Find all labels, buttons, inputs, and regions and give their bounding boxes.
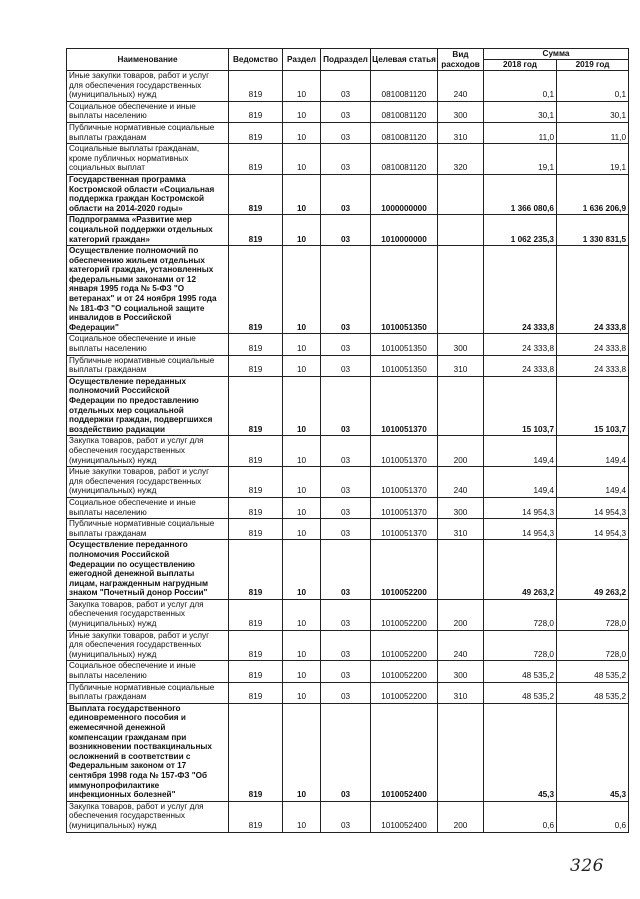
table-cell-name: Социальное обеспечение и иные выплаты населению [67,497,229,518]
table-cell-2019: 19,1 [557,144,629,175]
table-cell-2019: 14 954,3 [557,497,629,518]
table-cell-subsection: 03 [321,630,371,661]
header-subsection: Подраздел [321,49,371,71]
table-cell-type: 240 [438,71,484,102]
table-cell-dept: 819 [229,71,283,102]
table-cell-dept: 819 [229,376,283,436]
table-cell-2018: 149,4 [484,467,557,498]
table-row [67,436,629,467]
table-cell-subsection: 03 [321,703,371,801]
table-cell-2019: 49 263,2 [557,540,629,600]
table-cell-section: 10 [283,334,321,355]
table-cell-subsection: 03 [321,71,371,102]
table-row [67,630,629,661]
table-cell-2019: 14 954,3 [557,519,629,540]
table-cell-target: 0810081120 [371,122,438,143]
table-cell-dept: 819 [229,661,283,682]
table-cell-section: 10 [283,630,321,661]
header-type: Вид расходов [438,49,484,71]
table-cell-dept: 819 [229,630,283,661]
table-cell-target: 1010052200 [371,661,438,682]
table-cell-dept: 819 [229,246,283,334]
table-cell-subsection: 03 [321,122,371,143]
table-cell-2019: 149,4 [557,436,629,467]
table-cell-2018: 48 535,2 [484,661,557,682]
table-cell-2019: 0,6 [557,801,629,832]
table-cell-target: 0810081120 [371,101,438,122]
table-cell-name: Выплата государственного единовременного пособия и ежемесячной денежной компенсации гражданам при возникновении поствакцинальных осложнений в соответствии с Федеральным законом от 17 сентября 1998 года № 157-ФЗ "Об иммунопрофилактике инфекционных болезней" [67,703,229,801]
table-cell-type: 300 [438,334,484,355]
table-cell-2018: 19,1 [484,144,557,175]
table-cell-name: Социальное обеспечение и иные выплаты населению [67,334,229,355]
table-cell-dept: 819 [229,334,283,355]
table-cell-name: Государственная программа Костромской области «Социальная поддержка граждан Костромской области на 2014-2020 годы» [67,174,229,214]
table-row [67,467,629,498]
table-cell-dept: 819 [229,801,283,832]
table-cell-section: 10 [283,436,321,467]
table-cell-type: 240 [438,630,484,661]
table-cell-target: 1010051370 [371,497,438,518]
table-cell-section: 10 [283,355,321,376]
table-cell-2018: 49 263,2 [484,540,557,600]
table-cell-name: Подпрограмма «Развитие мер социальной поддержки отдельных категорий граждан» [67,215,229,246]
table-cell-2018: 728,0 [484,630,557,661]
table-row [67,334,629,355]
table-cell-name: Закупка товаров, работ и услуг для обеспечения государственных (муниципальных) нужд [67,436,229,467]
table-cell-2019: 24 333,8 [557,334,629,355]
table-cell-2019: 728,0 [557,599,629,630]
table-cell-section: 10 [283,467,321,498]
table-cell-dept: 819 [229,215,283,246]
table-cell-dept: 819 [229,122,283,143]
table-cell-type [438,246,484,334]
table-cell-name: Публичные нормативные социальные выплаты гражданам [67,682,229,703]
table-cell-subsection: 03 [321,174,371,214]
table-cell-2019: 1 636 206,9 [557,174,629,214]
table-cell-2019: 1 330 831,5 [557,215,629,246]
table-cell-2019: 24 333,8 [557,355,629,376]
table-cell-2018: 45,3 [484,703,557,801]
table-cell-name: Социальное обеспечение и иные выплаты населению [67,661,229,682]
table-cell-dept: 819 [229,497,283,518]
table-cell-dept: 819 [229,355,283,376]
table-row [67,246,629,334]
table-cell-dept: 819 [229,540,283,600]
table-cell-2018: 14 954,3 [484,519,557,540]
table-row [67,355,629,376]
table-row [67,122,629,143]
table-cell-section: 10 [283,703,321,801]
table-cell-type [438,376,484,436]
table-cell-2019: 0,1 [557,71,629,102]
table-cell-type: 310 [438,519,484,540]
table-cell-section: 10 [283,246,321,334]
header-2018: 2018 год [484,60,557,71]
table-body [67,71,629,833]
table-cell-dept: 819 [229,599,283,630]
table-cell-name: Осуществление полномочий по обеспечению жильем отдельных категорий граждан, установленных федеральными законами от 12 января 1995 года № 5-ФЗ "О ветеранах" и от 24 ноября 1995 года № 181-ФЗ "О социальной защите инвалидов в Российской Федерации" [67,246,229,334]
table-cell-type: 200 [438,436,484,467]
table-cell-type: 310 [438,122,484,143]
table-cell-target: 1010051370 [371,519,438,540]
table-cell-section: 10 [283,661,321,682]
table-cell-name: Публичные нормативные социальные выплаты гражданам [67,122,229,143]
page-number: 326 [570,856,604,876]
header-name: Наименование [67,49,229,71]
table-cell-subsection: 03 [321,215,371,246]
table-cell-section: 10 [283,174,321,214]
table-cell-2018: 30,1 [484,101,557,122]
table-row [67,376,629,436]
table-cell-type [438,540,484,600]
table-cell-2019: 15 103,7 [557,376,629,436]
table-cell-section: 10 [283,682,321,703]
table-cell-target: 1010051350 [371,355,438,376]
table-cell-type: 300 [438,497,484,518]
table-cell-target: 1010052200 [371,599,438,630]
table-cell-2018: 0,1 [484,71,557,102]
table-cell-name: Иные закупки товаров, работ и услуг для обеспечения государственных (муниципальных) нужд [67,630,229,661]
table-cell-name: Осуществление переданных полномочий Российской Федерации по предоставлению отдельных мер социальной поддержки граждан, подвергшихся воздействию радиации [67,376,229,436]
header-section: Раздел [283,49,321,71]
table-cell-target: 1010052200 [371,630,438,661]
table-cell-section: 10 [283,599,321,630]
table-cell-type: 240 [438,467,484,498]
table-row [67,144,629,175]
table-cell-2018: 15 103,7 [484,376,557,436]
table-row [67,661,629,682]
table-cell-2019: 149,4 [557,467,629,498]
table-cell-dept: 819 [229,101,283,122]
table-cell-2019: 48 535,2 [557,682,629,703]
table-cell-subsection: 03 [321,436,371,467]
table-cell-dept: 819 [229,682,283,703]
table-cell-target: 1010052200 [371,682,438,703]
table-cell-subsection: 03 [321,355,371,376]
table-cell-2018: 11,0 [484,122,557,143]
table-cell-subsection: 03 [321,246,371,334]
table-cell-subsection: 03 [321,101,371,122]
table-cell-type: 200 [438,801,484,832]
table-cell-name: Иные закупки товаров, работ и услуг для обеспечения государственных (муниципальных) нужд [67,467,229,498]
table-row [67,101,629,122]
table-cell-section: 10 [283,801,321,832]
table-cell-section: 10 [283,101,321,122]
table-cell-dept: 819 [229,467,283,498]
table-cell-dept: 819 [229,174,283,214]
table-cell-name: Иные закупки товаров, работ и услуг для обеспечения государственных (муниципальных) нужд [67,71,229,102]
table-cell-subsection: 03 [321,682,371,703]
table-row [67,540,629,600]
table-cell-name: Социальное обеспечение и иные выплаты населению [67,101,229,122]
table-cell-subsection: 03 [321,376,371,436]
header-sum: Сумма [484,49,629,60]
table-cell-target: 0810081120 [371,144,438,175]
table-cell-type: 300 [438,101,484,122]
table-cell-2018: 0,6 [484,801,557,832]
table-cell-target: 1010051350 [371,246,438,334]
table-row [67,682,629,703]
table-cell-2018: 24 333,8 [484,246,557,334]
table-cell-2019: 11,0 [557,122,629,143]
table-cell-name: Социальные выплаты гражданам, кроме публичных нормативных социальных выплат [67,144,229,175]
table-cell-2018: 48 535,2 [484,682,557,703]
table-cell-subsection: 03 [321,467,371,498]
table-cell-target: 1010052400 [371,801,438,832]
table-cell-2018: 14 954,3 [484,497,557,518]
table-cell-section: 10 [283,215,321,246]
table-row [67,71,629,102]
table-cell-2019: 24 333,8 [557,246,629,334]
table-cell-2018: 24 333,8 [484,334,557,355]
table-cell-subsection: 03 [321,497,371,518]
table-cell-dept: 819 [229,144,283,175]
table-cell-section: 10 [283,376,321,436]
table-cell-section: 10 [283,144,321,175]
table-cell-dept: 819 [229,703,283,801]
table-cell-type [438,215,484,246]
table-cell-section: 10 [283,71,321,102]
table-row [67,599,629,630]
table-cell-2018: 728,0 [484,599,557,630]
table-cell-dept: 819 [229,436,283,467]
table-cell-type: 200 [438,599,484,630]
table-row [67,703,629,801]
table-cell-name: Осуществление переданного полномочия Российской Федерации по осуществлению ежегодной денежной выплаты лицам, награжденным нагрудным знаком "Почетный донор России" [67,540,229,600]
table-cell-target: 1010051370 [371,467,438,498]
table-cell-name: Закупка товаров, работ и услуг для обеспечения государственных (муниципальных) нужд [67,801,229,832]
table-cell-2019: 45,3 [557,703,629,801]
table-cell-name: Закупка товаров, работ и услуг для обеспечения государственных (муниципальных) нужд [67,599,229,630]
table-cell-2018: 1 366 080,6 [484,174,557,214]
budget-table [66,48,629,833]
table-cell-dept: 819 [229,519,283,540]
table-cell-target: 1010051370 [371,436,438,467]
table-cell-type [438,703,484,801]
table-cell-2019: 48 535,2 [557,661,629,682]
table-cell-subsection: 03 [321,334,371,355]
table-row [67,801,629,832]
table-cell-subsection: 03 [321,599,371,630]
header-dept: Ведомство [229,49,283,71]
table-cell-target: 1010051370 [371,376,438,436]
table-cell-type: 300 [438,661,484,682]
table-cell-section: 10 [283,497,321,518]
table-cell-2018: 24 333,8 [484,355,557,376]
table-cell-subsection: 03 [321,661,371,682]
table-cell-target: 1000000000 [371,174,438,214]
header-2019: 2019 год [557,60,629,71]
table-cell-2018: 149,4 [484,436,557,467]
table-cell-section: 10 [283,540,321,600]
table-row [67,519,629,540]
table-cell-section: 10 [283,122,321,143]
table-cell-type [438,174,484,214]
table-cell-section: 10 [283,519,321,540]
table-cell-target: 1010051350 [371,334,438,355]
table-cell-name: Публичные нормативные социальные выплаты гражданам [67,519,229,540]
table-cell-target: 1010052400 [371,703,438,801]
table-cell-subsection: 03 [321,540,371,600]
table-cell-type: 310 [438,682,484,703]
table-cell-target: 1010000000 [371,215,438,246]
table-cell-2018: 1 062 235,3 [484,215,557,246]
table-cell-subsection: 03 [321,801,371,832]
table-cell-2019: 30,1 [557,101,629,122]
table-cell-target: 1010052200 [371,540,438,600]
table-cell-target: 0810081120 [371,71,438,102]
table-row [67,215,629,246]
table-cell-subsection: 03 [321,144,371,175]
table-cell-name: Публичные нормативные социальные выплаты гражданам [67,355,229,376]
table-cell-type: 320 [438,144,484,175]
table-row [67,497,629,518]
table-cell-subsection: 03 [321,519,371,540]
table-row [67,174,629,214]
table-cell-type: 310 [438,355,484,376]
table-cell-2019: 728,0 [557,630,629,661]
header-target: Целевая статья [371,49,438,71]
